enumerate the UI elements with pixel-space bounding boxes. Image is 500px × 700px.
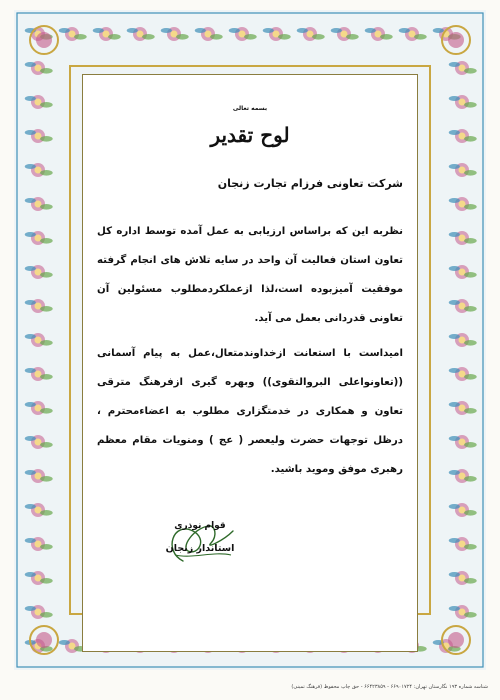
border-leaf — [449, 232, 460, 237]
border-leaf — [449, 368, 460, 373]
signature-block — [135, 521, 265, 554]
border-leaf — [40, 374, 53, 380]
border-leaf — [40, 170, 53, 176]
border-leaf — [464, 68, 477, 74]
border-corner-medallion-center — [448, 32, 464, 48]
border-leaf — [25, 334, 36, 339]
border-leaf — [25, 96, 36, 101]
certificate-content — [97, 89, 403, 637]
border-leaf — [449, 606, 460, 611]
border-leaf — [25, 368, 36, 373]
border-leaf — [433, 28, 444, 33]
border-leaf — [40, 102, 53, 108]
border-leaf — [464, 102, 477, 108]
border-leaf — [229, 28, 240, 33]
border-leaf — [25, 538, 36, 543]
border-leaf — [449, 164, 460, 169]
border-leaf — [40, 238, 53, 244]
border-leaf — [40, 442, 53, 448]
border-leaf — [464, 374, 477, 380]
border-leaf — [40, 408, 53, 414]
border-leaf — [59, 640, 70, 645]
border-leaf — [449, 300, 460, 305]
border-leaf — [74, 34, 87, 40]
border-leaf — [297, 28, 308, 33]
border-leaf — [25, 504, 36, 509]
border-leaf — [464, 238, 477, 244]
border-leaf — [449, 334, 460, 339]
border-leaf — [464, 340, 477, 346]
certificate-title: لوح تقدیر — [210, 123, 290, 147]
border-leaf — [210, 34, 223, 40]
signatory-name: قوام نوذری — [174, 521, 226, 531]
border-leaf — [449, 96, 460, 101]
border-leaf — [40, 612, 53, 618]
border-leaf — [464, 442, 477, 448]
border-leaf — [40, 476, 53, 482]
border-leaf — [40, 510, 53, 516]
border-leaf — [449, 572, 460, 577]
border-leaf — [25, 232, 36, 237]
certificate-frame — [14, 10, 486, 670]
border-leaf — [449, 198, 460, 203]
border-leaf — [93, 28, 104, 33]
border-leaf — [25, 470, 36, 475]
border-leaf — [40, 306, 53, 312]
bismillah-text: بسمه تعالی — [232, 105, 268, 112]
border-leaf — [449, 504, 460, 509]
border-leaf — [25, 402, 36, 407]
border-leaf — [464, 544, 477, 550]
certificate-panel — [82, 74, 418, 652]
border-corner-medallion-center — [36, 632, 52, 648]
body-paragraph-2: امیداست با استعانت ازخداوندمتعال،عمل به پیام آسمانی ((تعاونواعلی البروالتقوی)) وبهره گیری ازفرهنگ مترقی تعاون و همکاری در خدمتگزاری مطلوب به اعضاءمحترم ، درظل توجهات حضرت ولیعصر ( عج ) ومنویات مقام معظم رهبری موفق وموید باشید. — [97, 348, 403, 475]
border-leaf — [464, 578, 477, 584]
border-leaf — [108, 34, 121, 40]
border-leaf — [449, 470, 460, 475]
border-leaf — [365, 28, 376, 33]
border-leaf — [278, 34, 291, 40]
border-leaf — [195, 28, 206, 33]
border-leaf — [127, 28, 138, 33]
border-leaf — [464, 204, 477, 210]
border-leaf — [25, 266, 36, 271]
border-leaf — [40, 272, 53, 278]
border-leaf — [312, 34, 325, 40]
border-corner-medallion-center — [448, 632, 464, 648]
recipient-name: شرکت تعاونی فرزام تجارت زنجان — [217, 177, 403, 190]
printer-footer: شناسه شماره ۱۹۳ نگارستان تهران: ۶۶۹۰۱۷۲۴ - ۶۶۴۲۳۸۵۹ - حق چاپ محفوظ (فرهنگ تمینی) — [291, 684, 488, 690]
border-leaf — [464, 408, 477, 414]
border-leaf — [25, 300, 36, 305]
border-leaf — [399, 28, 410, 33]
border-leaf — [25, 572, 36, 577]
signatory-title: استاندار زنجان — [165, 543, 235, 554]
border-leaf — [464, 612, 477, 618]
border-leaf — [25, 164, 36, 169]
border-leaf — [176, 34, 189, 40]
border-leaf — [346, 34, 359, 40]
border-leaf — [449, 130, 460, 135]
border-leaf — [25, 130, 36, 135]
border-leaf — [244, 34, 257, 40]
border-leaf — [414, 34, 427, 40]
border-leaf — [161, 28, 172, 33]
border-leaf — [449, 538, 460, 543]
border-leaf — [40, 68, 53, 74]
border-leaf — [331, 28, 342, 33]
border-leaf — [464, 476, 477, 482]
border-leaf — [40, 136, 53, 142]
border-leaf — [464, 306, 477, 312]
border-leaf — [449, 402, 460, 407]
border-leaf — [142, 34, 155, 40]
border-leaf — [464, 272, 477, 278]
border-leaf — [449, 266, 460, 271]
border-leaf — [40, 340, 53, 346]
border-corner-medallion-center — [36, 32, 52, 48]
certificate-body — [97, 217, 403, 484]
border-leaf — [25, 606, 36, 611]
border-leaf — [25, 436, 36, 441]
border-leaf — [25, 62, 36, 67]
border-leaf — [464, 136, 477, 142]
border-leaf — [40, 578, 53, 584]
border-leaf — [464, 170, 477, 176]
body-paragraph-1: نظربه این که براساس ارزیابی به عمل آمده توسط اداره کل تعاون استان فعالیت آن واحد در سایه تلاش های انجام گرفته موفقیت آمیزبوده است،لذا ازعملکردمطلوب مسئولین آن تعاونی قدردانی بعمل می آید. — [97, 226, 403, 324]
border-leaf — [40, 204, 53, 210]
border-leaf — [59, 28, 70, 33]
border-leaf — [449, 62, 460, 67]
border-leaf — [25, 198, 36, 203]
border-leaf — [380, 34, 393, 40]
border-leaf — [449, 436, 460, 441]
border-leaf — [40, 544, 53, 550]
border-leaf — [263, 28, 274, 33]
border-leaf — [464, 510, 477, 516]
